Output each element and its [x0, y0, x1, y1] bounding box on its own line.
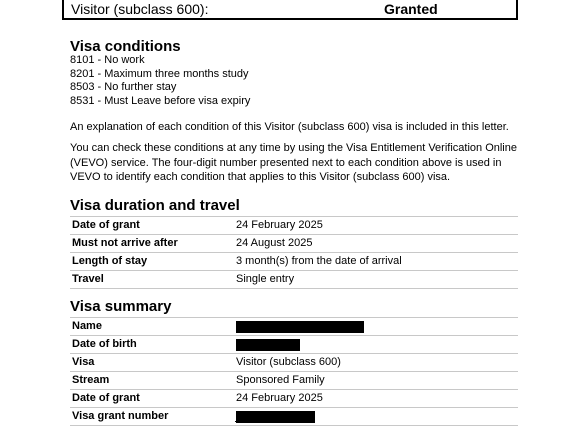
- table-row: [70, 253, 518, 271]
- grant-box-label: Visitor (subclass 600):: [71, 1, 209, 17]
- table-row: [70, 317, 518, 336]
- redaction-bar: [236, 321, 364, 333]
- duration-travel-heading: Visa duration and travel: [70, 197, 240, 214]
- table-row: [70, 216, 518, 235]
- visa-conditions-list: [70, 54, 250, 108]
- visa-summary-table: [70, 317, 518, 426]
- table-row: [70, 372, 518, 390]
- row-value: 24 August 2025: [236, 237, 313, 249]
- row-label: Date of birth: [72, 338, 137, 350]
- row-value: Sponsored Family: [236, 374, 325, 386]
- row-label: Date of grant: [72, 392, 140, 404]
- redaction-bar: [236, 339, 300, 351]
- vevo-note: You can check these conditions at any time by using the Visa Entitlement Verification Online (VEVO) service. The four-digit number presented next to each condition above is used in VEVO to identify each condition that applies to this Visitor (subclass 600) visa.: [70, 142, 517, 183]
- row-label: Visa grant number: [72, 410, 169, 422]
- condition-item: 8503 - No further stay: [70, 81, 177, 93]
- condition-item: 8101 - No work: [70, 54, 145, 66]
- duration-travel-table: [70, 216, 518, 289]
- table-row: [70, 235, 518, 253]
- table-row: [70, 390, 518, 408]
- row-value: 24 February 2025: [236, 392, 323, 404]
- condition-item: 8201 - Maximum three months study: [70, 67, 249, 80]
- conditions-explanation: An explanation of each condition of this Visitor (subclass 600) visa is included in this letter.: [70, 121, 509, 133]
- table-row: [70, 271, 518, 289]
- row-value: Visitor (subclass 600): [236, 356, 341, 368]
- visa-summary-heading: Visa summary: [70, 298, 172, 315]
- row-label: Travel: [72, 273, 104, 285]
- row-value: 3 month(s) from the date of arrival: [236, 255, 402, 267]
- table-row: [70, 354, 518, 372]
- table-row: [70, 408, 518, 426]
- row-label: Visa: [72, 356, 95, 368]
- row-label: Length of stay: [72, 255, 148, 267]
- grant-box-value: Granted: [384, 1, 438, 17]
- row-label: Date of grant: [72, 219, 140, 231]
- table-row: [70, 336, 518, 354]
- condition-item: 8531 - Must Leave before visa expiry: [70, 94, 251, 107]
- row-label: Name: [72, 320, 102, 332]
- row-value: Single entry: [236, 273, 295, 285]
- row-value: 24 February 2025: [236, 219, 323, 231]
- row-label: Must not arrive after: [72, 237, 178, 249]
- row-label: Stream: [72, 374, 110, 386]
- grant-status-box: [62, 0, 518, 20]
- visa-conditions-heading: Visa conditions: [70, 38, 181, 55]
